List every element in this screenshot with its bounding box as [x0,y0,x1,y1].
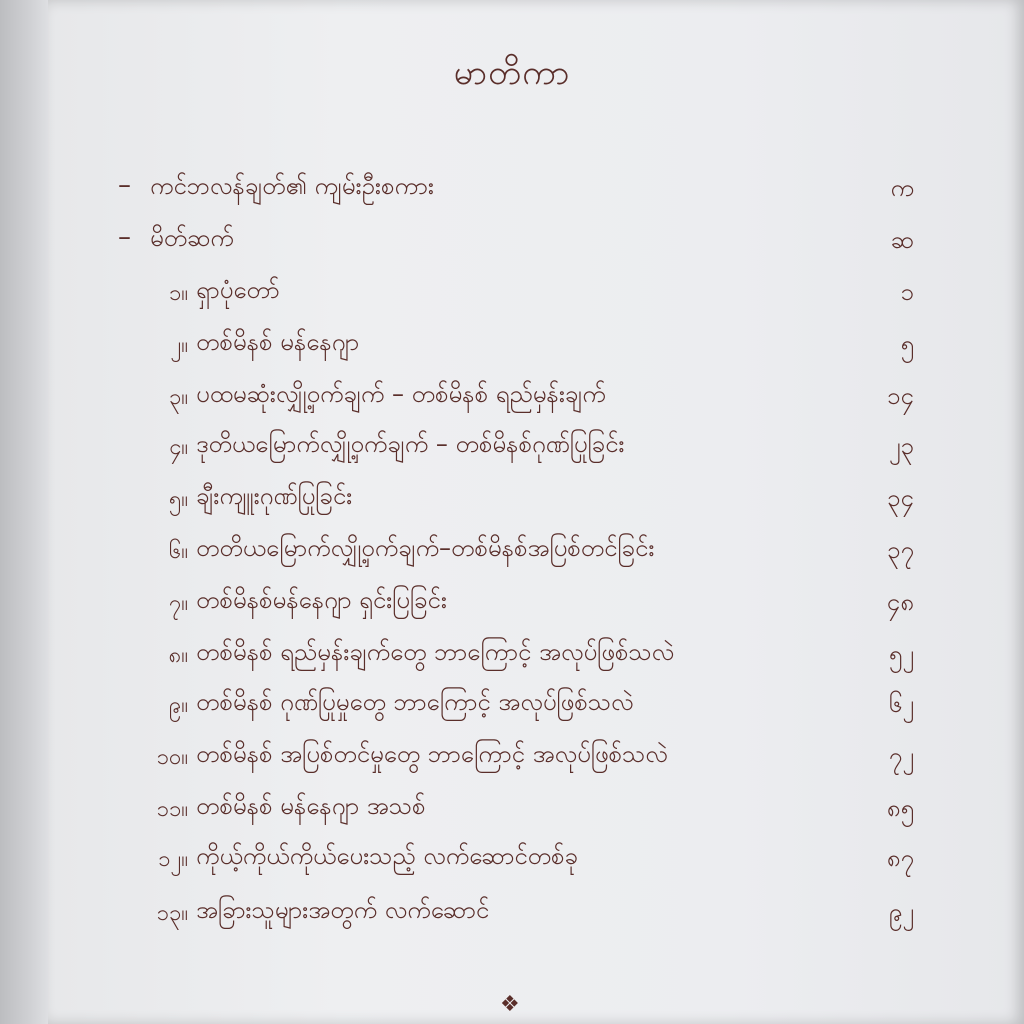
toc-page-number: ၃၄ [887,484,914,512]
toc-row-chapter [0,326,1024,366]
toc-row-chapter [0,532,1024,572]
toc-page-number: ၈၇ [886,844,914,872]
toc-row-chapter [0,584,1024,624]
chapter-number: ၃။ [168,385,188,410]
page-title: မာတိကာ [453,53,571,93]
chapter-number: ၁၃။ [156,901,188,926]
toc-row-chapter [0,480,1024,520]
toc-row-chapter [0,636,1024,676]
chapter-number: ၉။ [168,693,188,718]
chapter-number: ၁၁။ [156,797,188,822]
toc-label: တစ်မိနစ် ဂုဏ်ပြုမှုတွေ ဘာကြောင့် အလုပ်ဖြစ်သလဲ [196,688,634,716]
toc-page-number: ၃၇ [887,536,914,564]
toc-page-number: ၇၂ [888,742,914,770]
chapter-number: ၇။ [168,591,188,616]
toc-label: တစ်မိနစ် ရည်မှန်းချက်တွေ ဘာကြောင့် အလုပ်ဖြစ်သလဲ [196,638,675,666]
toc-row-chapter [0,428,1024,468]
toc-label: တစ်မိနစ် အပြစ်တင်မှုတွေ ဘာကြောင့် အလုပ်ဖြစ်သလဲ [196,740,668,768]
ornament-icon: ❖ [500,992,520,1017]
chapter-number: ၈။ [168,643,188,668]
toc-row-introduction [0,222,1024,262]
toc-label: ကင်ဘလန်ချတ်၏ ကျမ်းဦးစကား [150,172,434,200]
chapter-number: ၁၂။ [158,847,188,872]
toc-page-number: ၁၄ [887,382,914,410]
toc-row-chapter [0,378,1024,418]
toc-page-number: ၆၂ [888,690,914,718]
toc-label: တတိယမြောက်လျှို့ဝှက်ချက်–တစ်မိနစ်အပြစ်တင်ခြင်း [196,534,655,562]
toc-label: ဒုတိယမြောက်လျှို့ဝှက်ချက် – တစ်မိနစ်ဂုဏ်ပြုခြင်း [196,430,625,458]
toc-page-number: ၂၃ [888,432,914,460]
chapter-number: ၁၀။ [156,745,188,770]
chapter-number: ၂။ [170,333,188,358]
toc-page-number: ၅၂ [888,640,914,668]
toc-row-chapter [0,790,1024,830]
toc-label: တစ်မိနစ် မန်နေဂျာ အသစ် [196,792,426,820]
dash-marker: – [118,170,131,200]
toc-row-chapter [0,894,1024,934]
toc-label: မိတ်ဆက် [150,224,234,252]
toc-label: အခြားသူများအတွက် လက်ဆောင် [196,896,490,924]
toc-row-chapter [0,840,1024,880]
chapter-number: ၆။ [168,539,188,564]
dash-marker: – [118,222,131,252]
toc-page-number: ၄၈ [886,588,914,616]
toc-label: ပထမဆုံးလျှို့ဝှက်ချက် – တစ်မိနစ် ရည်မှန်းချက် [196,380,606,408]
toc-page-number: ၁ [900,278,914,306]
toc-label: တစ်မိနစ်မန်နေဂျာ ရှင်းပြခြင်း [196,586,447,614]
toc-page-number: ၈၅ [886,794,914,822]
toc-label: ချီးကျူးဂုဏ်ပြုခြင်း [196,482,353,510]
toc-label: တစ်မိနစ် မန်နေဂျာ [196,328,360,356]
chapter-number: ၅။ [168,487,188,512]
chapter-number: ၄။ [168,435,188,460]
toc-page-number: ဆ [890,226,914,254]
chapter-number: ၁။ [168,281,188,306]
toc-page-number: ၉၂ [888,898,914,926]
toc-label: ကိုယ့်ကိုယ်ကိုယ်ပေးသည့် လက်ဆောင်တစ်ခု [196,842,579,870]
toc-label: ရှာပုံတော် [196,276,280,304]
toc-row-foreword [0,170,1024,210]
toc-row-chapter [0,686,1024,726]
toc-row-chapter [0,274,1024,314]
toc-row-chapter [0,738,1024,778]
toc-page-number: ၅ [900,330,914,358]
toc-page-number: က [890,174,914,202]
